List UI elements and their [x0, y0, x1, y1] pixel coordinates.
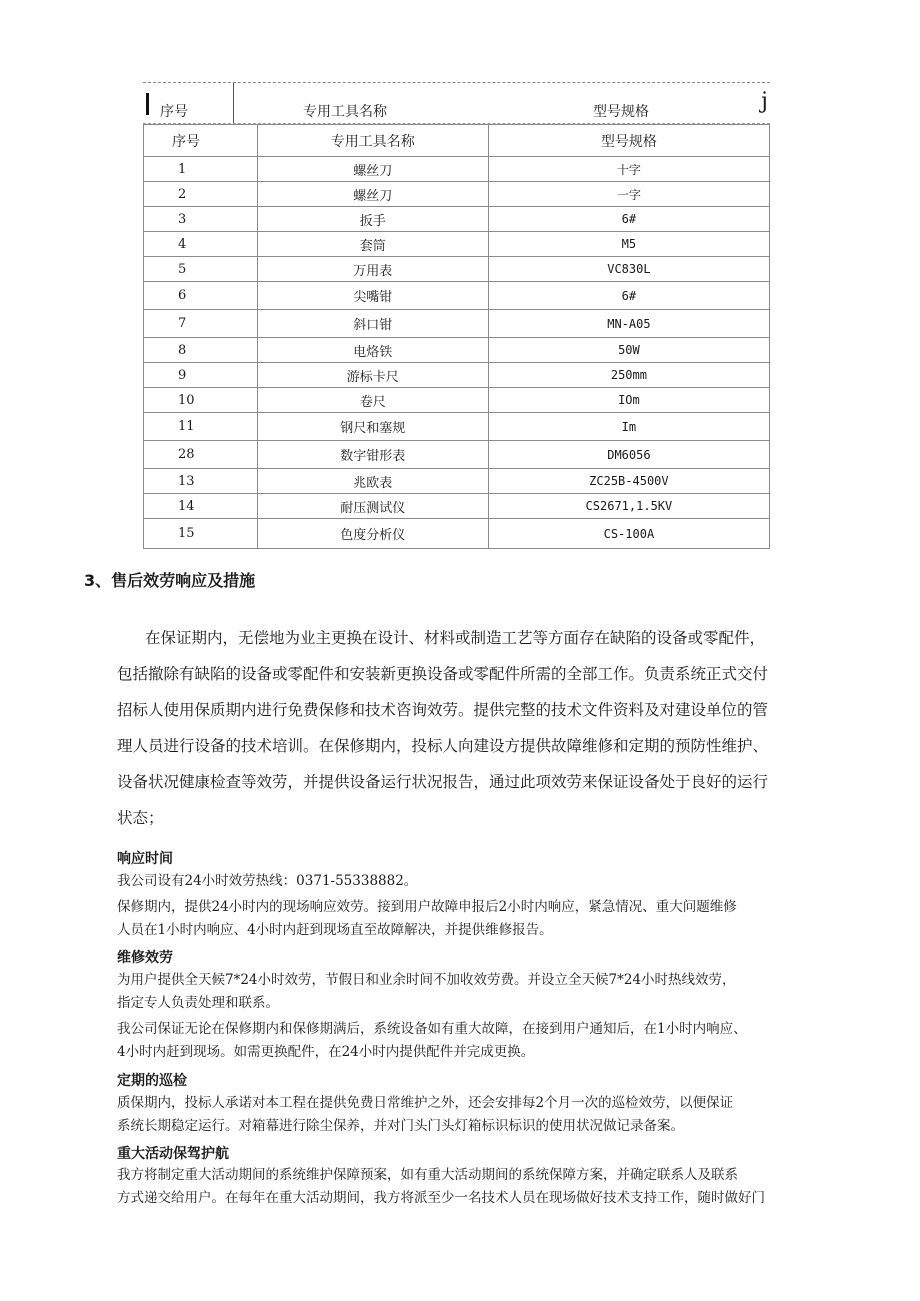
subsection-title: 定期的巡检 — [117, 1073, 187, 1089]
table-cell: 卷尺 — [257, 388, 488, 413]
table-cell: 色度分析仪 — [257, 519, 488, 549]
subsection-line: 我方将制定重大活动期间的系统维护保障预案，如有重大活动期间的系统保障方案，并确定联系人及联系 — [117, 1167, 738, 1183]
scan-artifact-bar — [146, 93, 149, 115]
table-row — [144, 310, 770, 338]
table-row — [144, 441, 770, 469]
subsection-line: 我公司保证无论在保修期内和保修期满后，系统设备如有重大故障，在接到用户通知后，在1小时内响应、 — [117, 1021, 747, 1037]
table-cell: 螺丝刀 — [257, 182, 488, 207]
table-cell: 50W — [488, 338, 769, 363]
tools-table — [143, 124, 770, 549]
table-cell: 14 — [144, 494, 258, 519]
section-title: 3、售后效劳响应及措施 — [84, 571, 256, 590]
table-cell: 万用表 — [257, 257, 488, 282]
table-cell: Im — [488, 413, 769, 441]
table-cell: 9 — [144, 363, 258, 388]
table-cell: 耐压测试仪 — [257, 494, 488, 519]
table-cell: 一字 — [488, 182, 769, 207]
table-cell: DM6056 — [488, 441, 769, 469]
table-cell: 套筒 — [257, 232, 488, 257]
table-header-cell: 序号 — [144, 125, 258, 157]
paragraph-line: 状态； — [117, 809, 164, 827]
table-cell: 斜口钳 — [257, 310, 488, 338]
subsection-line: 为用户提供全天候7*24小时效劳，节假日和业余时间不加收效劳费。并设立全天候7*24小时热线效劳， — [117, 972, 736, 988]
subsection-line: 指定专人负责处理和联系。 — [117, 995, 279, 1011]
table-cell: 钢尺和塞规 — [257, 413, 488, 441]
table-cell: 250mm — [488, 363, 769, 388]
subsection-title: 维修效劳 — [117, 950, 173, 966]
table-cell: 2 — [144, 182, 258, 207]
subsection-line: 人员在1小时内响应、4小时内赶到现场直至故障解决，并提供维修报告。 — [117, 922, 553, 938]
section-paragraph — [117, 620, 817, 836]
table-cell: 尖嘴钳 — [257, 282, 488, 310]
table-header-row — [144, 125, 770, 157]
table-cell: IOm — [488, 388, 769, 413]
table-cell: 3 — [144, 207, 258, 232]
table-row — [144, 182, 770, 207]
table-cell: 10 — [144, 388, 258, 413]
table-cell: 15 — [144, 519, 258, 549]
paragraph-line: 招标人使用保质期内进行免费保修和技术咨询效劳。提供完整的技术文件资料及对建设单位的管 — [117, 701, 769, 719]
subsection-title: 响应时间 — [117, 851, 173, 867]
paragraph-line: 理人员进行设备的技术培训。在保修期内，投标人向建设方提供故障维修和定期的预防性维护、 — [117, 737, 769, 755]
table-cell: M5 — [488, 232, 769, 257]
table-cell: 7 — [144, 310, 258, 338]
table-cell: CS2671,1.5KV — [488, 494, 769, 519]
subsection-line: 方式递交给用户。在每年在重大活动期间，我方将派至少一名技术人员在现场做好技术支持工作，随时做好门 — [117, 1190, 765, 1206]
table-cell: 游标卡尺 — [257, 363, 488, 388]
table-row — [144, 413, 770, 441]
table-cell: 兆欧表 — [257, 469, 488, 494]
table-header-cell: 型号规格 — [488, 125, 769, 157]
table-cell: 1 — [144, 157, 258, 182]
table-row — [144, 363, 770, 388]
header-fragment-col1: 序号 — [160, 104, 188, 120]
table-header-cell: 专用工具名称 — [257, 125, 488, 157]
subsection-line: 系统长期稳定运行。对箱幕进行除尘保养，并对门头门头灯箱标识标识的使用状况做记录备案。 — [117, 1118, 684, 1134]
table-row — [144, 282, 770, 310]
table-row — [144, 207, 770, 232]
table-cell: 11 — [144, 413, 258, 441]
table-cell: 6 — [144, 282, 258, 310]
table-cell: 电烙铁 — [257, 338, 488, 363]
paragraph-line: 在保证期内，无偿地为业主更换在设计、材料或制造工艺等方面存在缺陷的设备或零配件， — [145, 629, 766, 647]
table-row — [144, 232, 770, 257]
scan-artifact-mark: j — [761, 89, 768, 114]
table-row — [144, 338, 770, 363]
table-cell: 扳手 — [257, 207, 488, 232]
table-cell: 8 — [144, 338, 258, 363]
subsection-line: 保修期内，提供24小时内的现场响应效劳。接到用户故障申报后2小时内响应，紧急情况、重大问题维修 — [117, 899, 737, 915]
table-row — [144, 157, 770, 182]
table-cell: MN-A05 — [488, 310, 769, 338]
table-cell: CS-100A — [488, 519, 769, 549]
subsection-line: 4小时内赶到现场。如需更换配件，在24小时内提供配件并完成更换。 — [117, 1044, 535, 1060]
table-cell: 28 — [144, 441, 258, 469]
subsection-line: 质保期内，投标人承诺对本工程在提供免费日常维护之外，还会安排每2个月一次的巡检效劳，以便保证 — [117, 1095, 734, 1111]
table-cell: 螺丝刀 — [257, 157, 488, 182]
header-fragment-col2: 专用工具名称 — [303, 104, 387, 120]
table-cell: ZC25B-4500V — [488, 469, 769, 494]
table-row — [144, 494, 770, 519]
header-divider — [233, 83, 234, 123]
subsection-title: 重大活动保驾护航 — [117, 1146, 229, 1162]
table-cell: 数字钳形表 — [257, 441, 488, 469]
table-row — [144, 519, 770, 549]
table-cell: 6# — [488, 207, 769, 232]
paragraph-line: 设备状况健康检查等效劳，并提供设备运行状况报告，通过此项效劳来保证设备处于良好的运行 — [117, 773, 769, 791]
table-cell: 十字 — [488, 157, 769, 182]
table-row — [144, 257, 770, 282]
table-row — [144, 388, 770, 413]
table-cell: VC830L — [488, 257, 769, 282]
header-fragment-col3: 型号规格 — [593, 104, 649, 120]
subsection-line: 我公司设有24小时效劳热线：0371-55338882。 — [117, 873, 418, 889]
table-cell: 6# — [488, 282, 769, 310]
table-row — [144, 469, 770, 494]
table-cell: 5 — [144, 257, 258, 282]
table-cell: 4 — [144, 232, 258, 257]
table-header-fragment — [143, 82, 770, 123]
table-cell: 13 — [144, 469, 258, 494]
paragraph-line: 包括撤除有缺陷的设备或零配件和安装新更换设备或零配件所需的全部工作。负责系统正式交付 — [117, 665, 769, 683]
